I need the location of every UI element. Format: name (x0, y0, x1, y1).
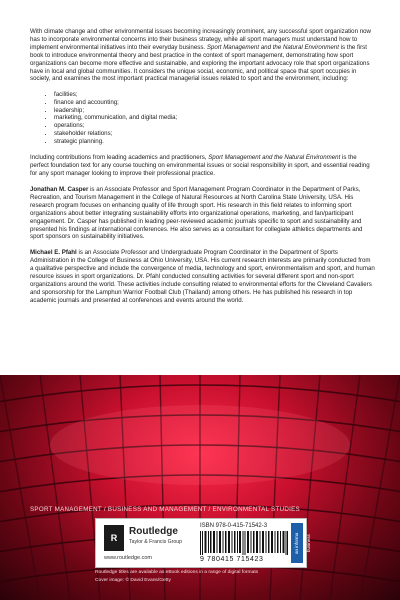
contributions-text-cont: is the perfect foundation text for any course touching on environmental issues or social responsibility in sport, and essential reading for any sport manager looking to improve their professional practice. (30, 154, 370, 178)
barcode-number: 9 780415 715423 (200, 556, 264, 563)
ebook-note: Routledge titles are available as eBook editions in a range of digital formats (95, 570, 259, 575)
author1-name: Jonathan M. Casper (30, 185, 89, 193)
barcode-icon (200, 531, 288, 555)
subject-categories: SPORT MANAGEMENT / BUSINESS AND MANAGEMENT / ENVIRONMENTAL STUDIES (30, 506, 300, 513)
isbn-label: ISBN 978-0-415-71542-3 (200, 523, 268, 529)
intro-paragraph (30, 28, 375, 83)
topic-item: • strategic planning. (54, 138, 375, 146)
intro-text: With climate change and other environmental issues becoming increasingly prominent, any successful sport organization now has to incorporate environmental concerns into their business strategy, while all sport managers must understand how to implement environmental initiatives into their everyday business. (30, 28, 371, 51)
routledge-logo: R (104, 525, 124, 551)
contributions-text: Including contributions from leading academics and practitioners, (30, 154, 209, 162)
topic-item: • stakeholder relations; (54, 130, 375, 138)
contributions-book-title: Sport Management and the Natural Environment (208, 154, 341, 162)
intro-book-title: Sport Management and the Natural Environment (206, 43, 339, 51)
author2-bio (30, 249, 375, 304)
topic-item: • finance and accounting; (54, 99, 375, 107)
publisher-website: www.routledge.com (104, 555, 152, 561)
author1-bio-text: is an Associate Professor and Sport Management Program Coordinator in the Department of Parks, Recreation, and Tourism Management in the College of Natural Resources at North Carolina State University, USA. His research program focuses on enhancing quality of life through sport. His research in this field relates to informing sport organizations about better integrating sustainability efforts into organizational operations, marketing, and fan/participant engagement. Dr. Casper has published in leading peer-reviewed academic journals specific to sport and sustainability and presented his findings at international conferences. He also serves as a consultant for collegiate athletics departments and sport sponsors on sustainability initiatives. (30, 185, 363, 241)
topic-item: • marketing, communication, and digital media; (54, 114, 375, 122)
publisher-info-box (95, 518, 311, 568)
intro-text-cont: is the first book to introduce environmental theory and best practice in the context of sport management, demonstrating how sport organizations can become more effective and sustainable, and exploring the important advocacy role that sport organizations have in local and global communities. It considers the unique social, economic, and political space that sport occupies in society, and examines the most important practical managerial issues related to sport and the environment, including: (30, 43, 370, 83)
topic-item: • operations; (54, 122, 375, 130)
author2-bio-text: is an Associate Professor and Undergraduate Program Coordinator in the Department of Sports Administration in the College of Business at Ohio University, USA. His current research interests are primarily conducted from a qualitative perspective and include the convergence of media, technology and sport, environmentalism and sport, and human resource issues in sport organizations. Dr. Pfahl conducted consulting activities for several different sport and non-sport organizations around the world. These activities include consulting related to environmental efforts for the Cleveland Cavaliers and sponsorship for the Lamphun Warrior Football Club (Thailand) among others. He has published his research in top academic journals and presented at conferences and events around the world. (30, 249, 375, 304)
image-credit: Cover image: © David Evans/Getty (95, 578, 171, 583)
topics-list (30, 91, 375, 145)
back-cover-text (30, 28, 375, 313)
publisher-imprint: Taylor & Francis Group (129, 539, 183, 545)
contributions-paragraph (30, 154, 375, 178)
author2-name: Michael E. Pfahl (30, 249, 77, 257)
topic-item: • facilities; (54, 91, 375, 99)
publisher-name: Routledge (129, 526, 178, 537)
topic-item: • leadership; (54, 107, 375, 115)
informa-sticker: an informa business (291, 523, 303, 563)
author1-bio (30, 186, 375, 241)
